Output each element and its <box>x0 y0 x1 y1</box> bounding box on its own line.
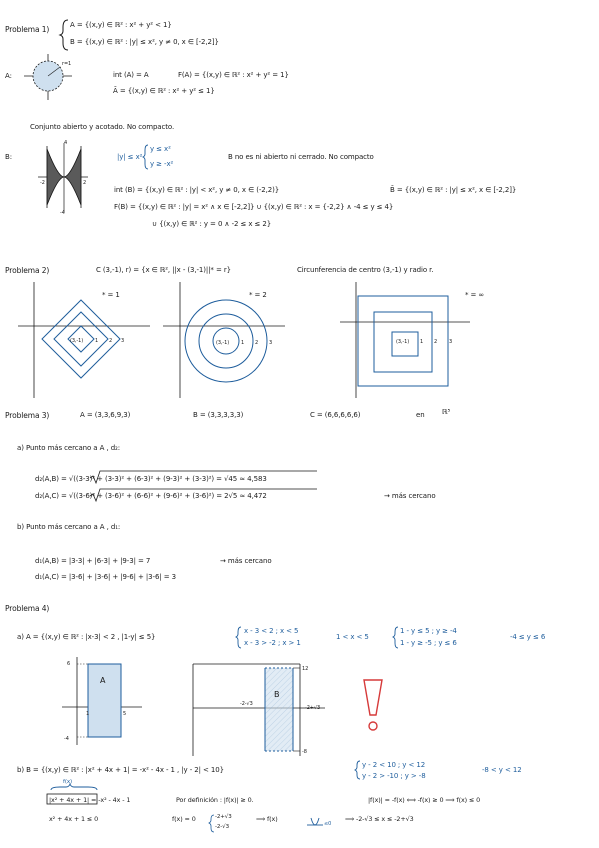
p1-fig-Blo: -4 <box>60 210 65 216</box>
p4-b-line2c: ⟹ f(x) <box>256 815 278 823</box>
roots-brace <box>209 815 214 832</box>
p3-A: A = (3,3,6,9,3) <box>80 411 131 419</box>
p2-r1-a: 1 <box>95 338 99 344</box>
p1-B-sys-1: y ≤ x² <box>150 145 171 153</box>
p2-norminf: * = ∞ <box>465 291 485 299</box>
p2-norm1: * = 1 <box>102 291 120 299</box>
p2-center-3: (3,-1) <box>396 339 410 345</box>
p4-b-y: -8 < y < 12 <box>482 766 522 774</box>
p1-B-sys-lhs: |y| ≤ x² <box>117 153 143 161</box>
p4-b-def: b) B = {(x,y) ∈ ℝ² : |x² + 4x + 1| = -x² - 4x - 1 , |y - 2| < 10} <box>17 766 224 774</box>
p3-B: B = (3,3,3,3,3) <box>193 411 244 419</box>
p1-fig-Bleft: -2 <box>40 180 45 186</box>
p3-a-title: a) Punto más cercano a A , d₂: <box>17 444 120 452</box>
rect-A-figure <box>62 657 142 745</box>
norm1-figure <box>18 282 150 398</box>
p2-r1-c: 1 <box>420 339 424 345</box>
p4-figB-bot: -8 <box>302 749 307 755</box>
p3-b-title: b) Punto más cercano a A , d₁: <box>17 523 121 531</box>
p4-b-line1c: |f(x)| = -f(x) ⟺ -f(x) ≥ 0 ⟹ f(x) ≤ 0 <box>368 796 481 804</box>
p1-clB: B̄ = {(x,y) ∈ ℝ² : |y| ≤ x², x ∈ [-2,2]} <box>390 186 517 194</box>
p3-d2AB: d₂(A,B) = √((3-3)² + (3-3)² + (6-3)² + (9-3)² + (3-3)²) = √45 ≈ 4,583 <box>35 475 267 483</box>
p1-intA: int (A) = A <box>113 71 149 79</box>
p4-title: Problema 4) <box>5 604 50 613</box>
p1-fig-r1: r=1 <box>62 61 72 67</box>
p4-a-x: 1 < x < 5 <box>336 633 369 641</box>
p1-B-label: B: <box>5 153 12 161</box>
p4-a-sys1: x - 3 < 2 ; x < 5 <box>244 627 299 635</box>
p4-figB-left: -2-√3 <box>240 701 253 707</box>
p1-title: Problema 1) <box>5 25 50 34</box>
p4-b-roots2: -2-√3 <box>215 824 229 830</box>
p2-norm2: * = 2 <box>249 291 267 299</box>
p3-d1AB: d₁(A,B) = |3-3| + |6-3| + |9-3| = 7 <box>35 557 151 565</box>
p2-r2-a: 2 <box>109 338 113 344</box>
p1-B-note: B no es ni abierto ni cerrado. No compacto <box>228 153 374 161</box>
p4-figB-top: 12 <box>302 666 309 672</box>
p2-def-text: Circunferencia de centro (3,-1) y radio r. <box>297 266 434 274</box>
p4-b-roots1: -2+√3 <box>215 814 232 820</box>
p1-clA: Ā = {(x,y) ∈ ℝ² : x² + y² ≤ 1} <box>113 87 215 95</box>
p2-center-2: (3,-1) <box>216 340 230 346</box>
p1-FrB-2: ∪ {(x,y) ∈ ℝ² : y = 0 ∧ -2 ≤ x ≤ 2} <box>152 220 272 228</box>
p1-fig-Bhi: 4 <box>64 140 68 146</box>
p4-figB-label: B <box>274 690 280 699</box>
p1-def-B: B = {(x,y) ∈ ℝ² : |y| ≤ x², y ≠ 0, x ∈ [-2,2]} <box>70 38 219 46</box>
p2-r1-b: 1 <box>241 340 245 346</box>
p2-r3-b: 3 <box>269 340 273 346</box>
p2-title: Problema 2) <box>5 266 50 275</box>
p4-figA-bot: -4 <box>64 736 69 742</box>
p1-FrB-1: F(B) = {(x,y) ∈ ℝ² : |y| = x² ∧ x ∈ [-2,2]} ∪ {(x,y) ∈ ℝ² : x = {-2,2} ∧ -4 ≤ y ≤ 4} <box>114 203 394 211</box>
p3-C: C = (6,6,6,6,6) <box>310 411 361 419</box>
p3-d1-conc: → más cercano <box>220 557 272 565</box>
p4-b-sys1: y - 2 < 10 ; y < 12 <box>362 761 426 769</box>
warning-exclamation-icon <box>364 680 382 730</box>
sign-sketch <box>307 818 323 825</box>
p1-A-label: A: <box>5 72 12 80</box>
p4-a-def: a) A = {(x,y) ∈ ℝ² : |x-3| < 2 , |1-y| ≤ 5} <box>17 633 156 641</box>
p3-d2-conc: → más cercano <box>384 492 436 500</box>
p4-b-line2b: f(x) = 0 <box>172 815 196 823</box>
p3-title: Problema 3) <box>5 411 50 420</box>
p4-b-fx: f(x) <box>63 779 73 785</box>
p4-figA-label: A <box>100 676 106 685</box>
p4-b-line2d: ≤0 <box>324 821 332 827</box>
p2-r3-a: 3 <box>121 338 125 344</box>
p2-def: C (3,-1), r) = {x ∈ ℝ², ||x - (3,-1)||* = r} <box>96 266 231 274</box>
p1-fig-Bright: 2 <box>83 180 87 186</box>
p3-d2AC: d₂(A,C) = √((3-6)² + (3-6)² + (6-6)² + (9-6)² + (3-6)²) = 2√5 ≈ 4,472 <box>35 492 267 500</box>
p3-d1AC: d₁(A,C) = |3-6| + |3-6| + |9-6| + |3-6| = 3 <box>35 573 176 581</box>
p1-FrA: F(A) = {(x,y) ∈ ℝ² : x² + y² = 1} <box>178 71 289 79</box>
p2-r3-c: 3 <box>449 339 453 345</box>
brace-b-system <box>143 145 148 169</box>
p4-a-sys4: 1 - y ≥ -5 ; y ≤ 6 <box>400 639 457 647</box>
p4-a-sys2: x - 3 > -2 ; x > 1 <box>244 639 301 647</box>
p1-A-note: Conjunto abierto y acotado. No compacto. <box>30 123 175 131</box>
p4-b-sys2: y - 2 > -10 ; y > -8 <box>362 772 426 780</box>
p1-def-A: A = {(x,y) ∈ ℝ² : x² + y² < 1} <box>70 21 172 29</box>
p3-space: ℝ⁵ <box>442 408 451 416</box>
p2-r2-b: 2 <box>255 340 259 346</box>
p4-a-y: -4 ≤ y ≤ 6 <box>510 633 546 641</box>
brace-p1 <box>60 20 68 50</box>
p1-intB: int (B) = {(x,y) ∈ ℝ² : |y| < x², y ≠ 0, x ∈ (-2,2)} <box>114 186 280 194</box>
p3-en: en <box>416 411 425 419</box>
p4-figA-left: 1 <box>86 711 90 717</box>
p1-B-sys-2: y ≥ -x² <box>150 160 174 168</box>
p4-b-line1b: Por definición : |f(x)| ≥ 0. <box>176 796 254 804</box>
p4-b-line2e: ⟹ -2-√3 ≤ x ≤ -2+√3 <box>345 815 414 823</box>
p4-a-sys3: 1 - y ≤ 5 ; y ≥ -4 <box>400 627 457 635</box>
p4-b-line1a: |x² + 4x + 1| = -x² - 4x - 1 <box>49 796 131 804</box>
parabola-region-figure <box>38 143 88 212</box>
p4-figA-right: 5 <box>123 711 127 717</box>
p2-center-1: (3,-1) <box>70 338 84 344</box>
p4-figA-top: 6 <box>67 661 71 667</box>
p4-figB-right: -2+√3 <box>305 705 321 711</box>
p4a-braces <box>236 627 398 779</box>
p2-r2-c: 2 <box>434 339 438 345</box>
p4-b-line2a: x² + 4x + 1 ≤ 0 <box>49 815 99 823</box>
